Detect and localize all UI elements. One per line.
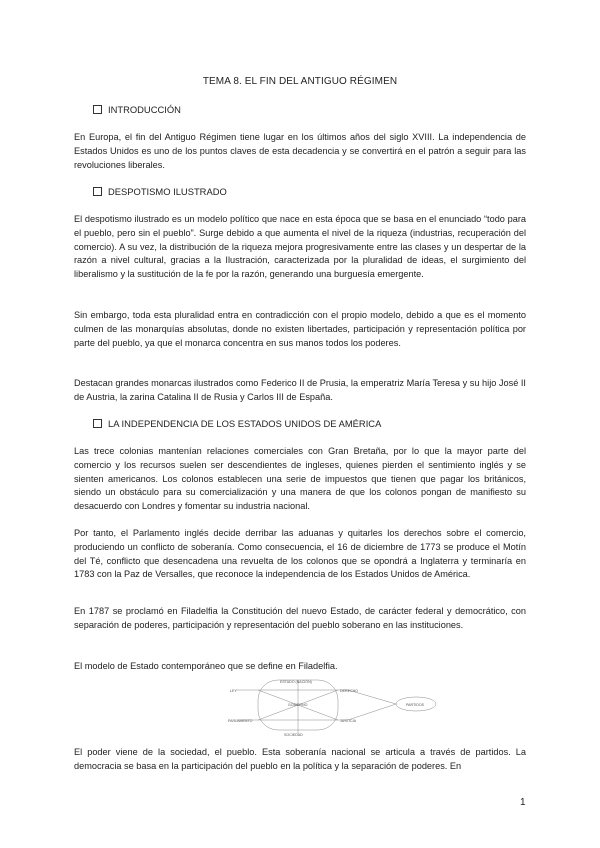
checkbox-icon [93, 105, 102, 114]
paragraph: El poder viene de la sociedad, el pueblo. Esta soberanía nacional se articula a través de partidos. La democracia se basa en la participación del pueblo en la política y la separación de poderes. En [74, 747, 526, 771]
document-title: TEMA 8. EL FIN DEL ANTIGUO RÉGIMEN [202, 76, 398, 87]
paragraph: Las trece colonias mantenían relaciones comerciales con Gran Bretaña, por lo que la mayor parte del comercio y los recursos suelen ser descendientes de ingleses, quienes pierden el sentimiento inglés y se sienten americanos. Los colonos establecen una serie de impuestos que tienen que pagar los británicos, siendo un obstáculo para su comercialización y una manera de que los colonos pongan de manifiesto su desacuerdo con Londres y fomentar su industria nacional. [74, 446, 526, 512]
section-heading-introduccion [93, 104, 181, 115]
paragraph: El modelo de Estado contemporáneo que se define en Filadelfia. [74, 661, 338, 671]
section-heading-label: LA INDEPENDENCIA DE LOS ESTADOS UNIDOS DE AMÉRICA [108, 418, 382, 429]
paragraph: Destacan grandes monarcas ilustrados como Federico II de Prusia, la emperatriz María Teresa y su hijo José II de Austria, la zarina Catalina II de Rusia y Carlos III de España. [74, 378, 526, 402]
section-heading-label: INTRODUCCIÓN [108, 104, 181, 115]
diagram-label: LEY [230, 689, 237, 693]
state-model-diagram [228, 678, 490, 738]
section-heading-independencia [93, 418, 381, 429]
diagram-label: ESTADO (NACIÓN) [280, 680, 312, 684]
paragraph: En Europa, el fin del Antiguo Régimen tiene lugar en los últimos años del siglo XVIII. La independencia de Estados Unidos es uno de los puntos claves de esta decadencia y se convertirá en el patrón a seguir para las revoluciones liberales. [74, 132, 526, 170]
diagram-label: PARLAMENTO [228, 719, 253, 723]
section-heading-despotismo [93, 186, 227, 197]
diagram-label: SOCIEDAD [284, 733, 303, 737]
page-number: 1 [520, 797, 526, 808]
diagram-label: JUSTICIA [340, 719, 356, 723]
section-heading-label: DESPOTISMO ILUSTRADO [108, 186, 227, 197]
paragraph: Sin embargo, toda esta pluralidad entra en contradicción con el propio modelo, debido a que es el momento culmen de las monarquías absolutas, donde no existen libertades, participación y representación política por parte del pueblo, ya que el monarca concentra en sus manos todos los poderes. [74, 310, 526, 348]
paragraph: El despotismo ilustrado es un modelo político que nace en esta época que se basa en el enunciado “todo para el pueblo, pero sin el pueblo”. Surge debido a que aumenta el nivel de la riqueza (industrias, recuperación del comercio). A su vez, la distribución de la riqueza mejora progresivamente entre las clases y un despertar de la razón a nivel cultural, gracias a la Ilustración, caracterizada por la pluralidad de ideas, el surgimiento del liberalismo y la sustitución de la fe por la razón, generando una burguesía emergente. [74, 214, 526, 280]
checkbox-icon [93, 419, 102, 428]
paragraph: Por tanto, el Parlamento inglés decide derribar las aduanas y quitarles los derechos sobre el comercio, produciendo un conflicto de soberanía. Como consecuencia, el 16 de diciembre de 1773 se produce el Motín del Té, conflicto que desencadena una revuelta de los colonos que se opondrá a Inglaterra y terminaría en 1783 con la Paz de Versalles, que reconoce la independencia de los Estados Unidos de América. [74, 528, 526, 580]
diagram-label: GOBIERNO [288, 703, 308, 707]
diagram-label: PARTIDOS [406, 703, 425, 707]
diagram-label: DERECHO [340, 689, 358, 693]
paragraph: En 1787 se proclamó en Filadelfia la Constitución del nuevo Estado, de carácter federal y democrático, con separación de poderes, participación y representación del pueblo soberano en las instituciones. [74, 606, 526, 630]
checkbox-icon [93, 187, 102, 196]
